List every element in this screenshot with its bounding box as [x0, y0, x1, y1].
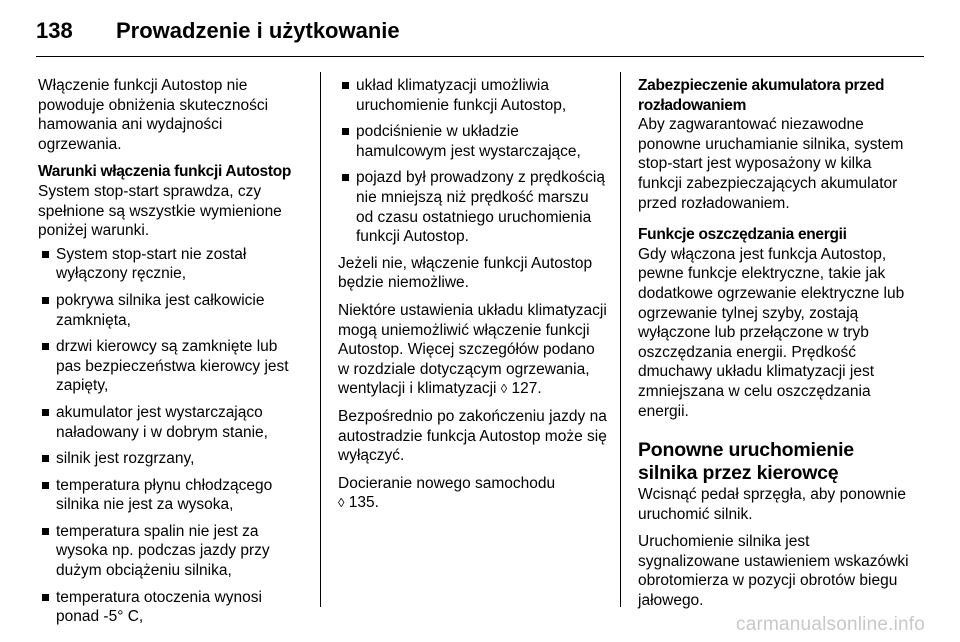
- page-title: Prowadzenie i użytkowanie: [116, 18, 400, 43]
- page-number: 138: [36, 18, 73, 43]
- list-item: akumulator jest wystarczająco naładowany i w dobrym stanie,: [38, 403, 306, 442]
- list-item: drzwi kierowcy są zamknięte lub pas bezpieczeństwa kierowcy jest zapięty,: [38, 337, 306, 396]
- paragraph: Wcisnąć pedał sprzęgła, aby ponownie uruchomić silnik.: [638, 486, 906, 523]
- column-divider: [620, 72, 621, 607]
- page-reference-icon: ◊: [338, 495, 345, 511]
- paragraph: Bezpośrednio po zakończeniu jazdy na autostradzie funkcja Autostop może się wyłączyć.: [338, 407, 607, 465]
- intro-paragraph: Włączenie funkcji Autostop nie powoduje obniżenia skuteczności hamowania ani wydajności ogrzewania.: [38, 77, 269, 153]
- paragraph: Uruchomienie silnika jest sygnalizowane ustawieniem wskazówki obrotomierza w pozycji obrotów biegu jałowego.: [638, 533, 909, 610]
- battery-protection-heading: Zabezpieczenie akumulatora przed rozładowaniem: [638, 77, 885, 114]
- paragraph: [338, 474, 608, 513]
- column-left: [38, 76, 306, 634]
- autostop-conditions-heading: Warunki włączenia funkcji Autostop: [38, 163, 292, 181]
- conditions-list-continued: [338, 76, 608, 247]
- watermark: carmanualsonline.info: [736, 614, 926, 635]
- page-header: [36, 14, 926, 54]
- list-item: podciśnienie w układzie hamulcowym jest wystarczające,: [338, 122, 608, 161]
- list-item: układ klimatyzacji umożliwia uruchomienie funkcji Autostop,: [338, 76, 608, 115]
- page-reference-link[interactable]: 135.: [348, 494, 379, 512]
- paragraph: Jeżeli nie, włączenie funkcji Autostop będzie niemożliwe.: [338, 254, 593, 292]
- list-item: temperatura spalin nie jest za wysoka np. podczas jazdy przy dużym obciążeniu silnika,: [38, 522, 306, 581]
- list-item: temperatura otoczenia wynosi ponad -5° C,: [38, 588, 306, 627]
- conditions-intro: System stop-start sprawdza, czy spełnione są wszystkie wymienione poniżej warunki.: [38, 182, 282, 240]
- list-item: System stop-start nie został wyłączony ręcznie,: [38, 245, 306, 284]
- column-right: [638, 76, 913, 619]
- paragraph-text: Docieranie nowego samochodu: [338, 474, 556, 492]
- list-item: silnik jest rozgrzany,: [38, 449, 306, 469]
- paragraph-text: Niektóre ustawienia układu klimatyzacji mogą uniemożliwić włączenie funkcji Autostop. Więcej szczegółów podano w rozdziale dotyczącym ogrzewania, wentylacji i klimatyzacji: [338, 301, 607, 398]
- header-divider: [36, 56, 924, 57]
- page-reference-icon: ◊: [500, 381, 508, 397]
- list-item: temperatura płynu chłodzącego silnika nie jest za wysoka,: [38, 476, 306, 515]
- column-middle: [338, 76, 608, 521]
- page-reference-link[interactable]: 127.: [511, 380, 542, 398]
- energy-saving-heading: Funkcje oszczędzania energii: [638, 226, 847, 244]
- column-divider: [320, 72, 321, 607]
- list-item: pokrywa silnika jest całkowicie zamknięta,: [38, 291, 306, 330]
- restart-section-heading: Ponowne uruchomienie silnika przez kierowcę: [638, 439, 854, 485]
- paragraph: [338, 301, 608, 399]
- paragraph: Gdy włączona jest funkcja Autostop, pewne funkcje elektryczne, takie jak dodatkowe ogrzewanie elektryczne lub ogrzewanie tylnej szyby, zostają wyłączone lub przełączone w tryb oszczędzania energii. Prędkość dmuchawy układu klimatyzacji jest zmniejszana w celu oszczędzania energii.: [638, 245, 905, 420]
- conditions-list: [38, 245, 306, 627]
- paragraph: Aby zagwarantować niezawodne ponowne uruchamianie silnika, system stop-start jest wyposażony w kilka funkcji zabezpieczających akumulator przed rozładowaniem.: [638, 116, 904, 212]
- list-item: pojazd był prowadzony z prędkością nie mniejszą niż prędkość marszu od czasu ostatniego uruchomienia funkcji Autostop.: [338, 168, 608, 246]
